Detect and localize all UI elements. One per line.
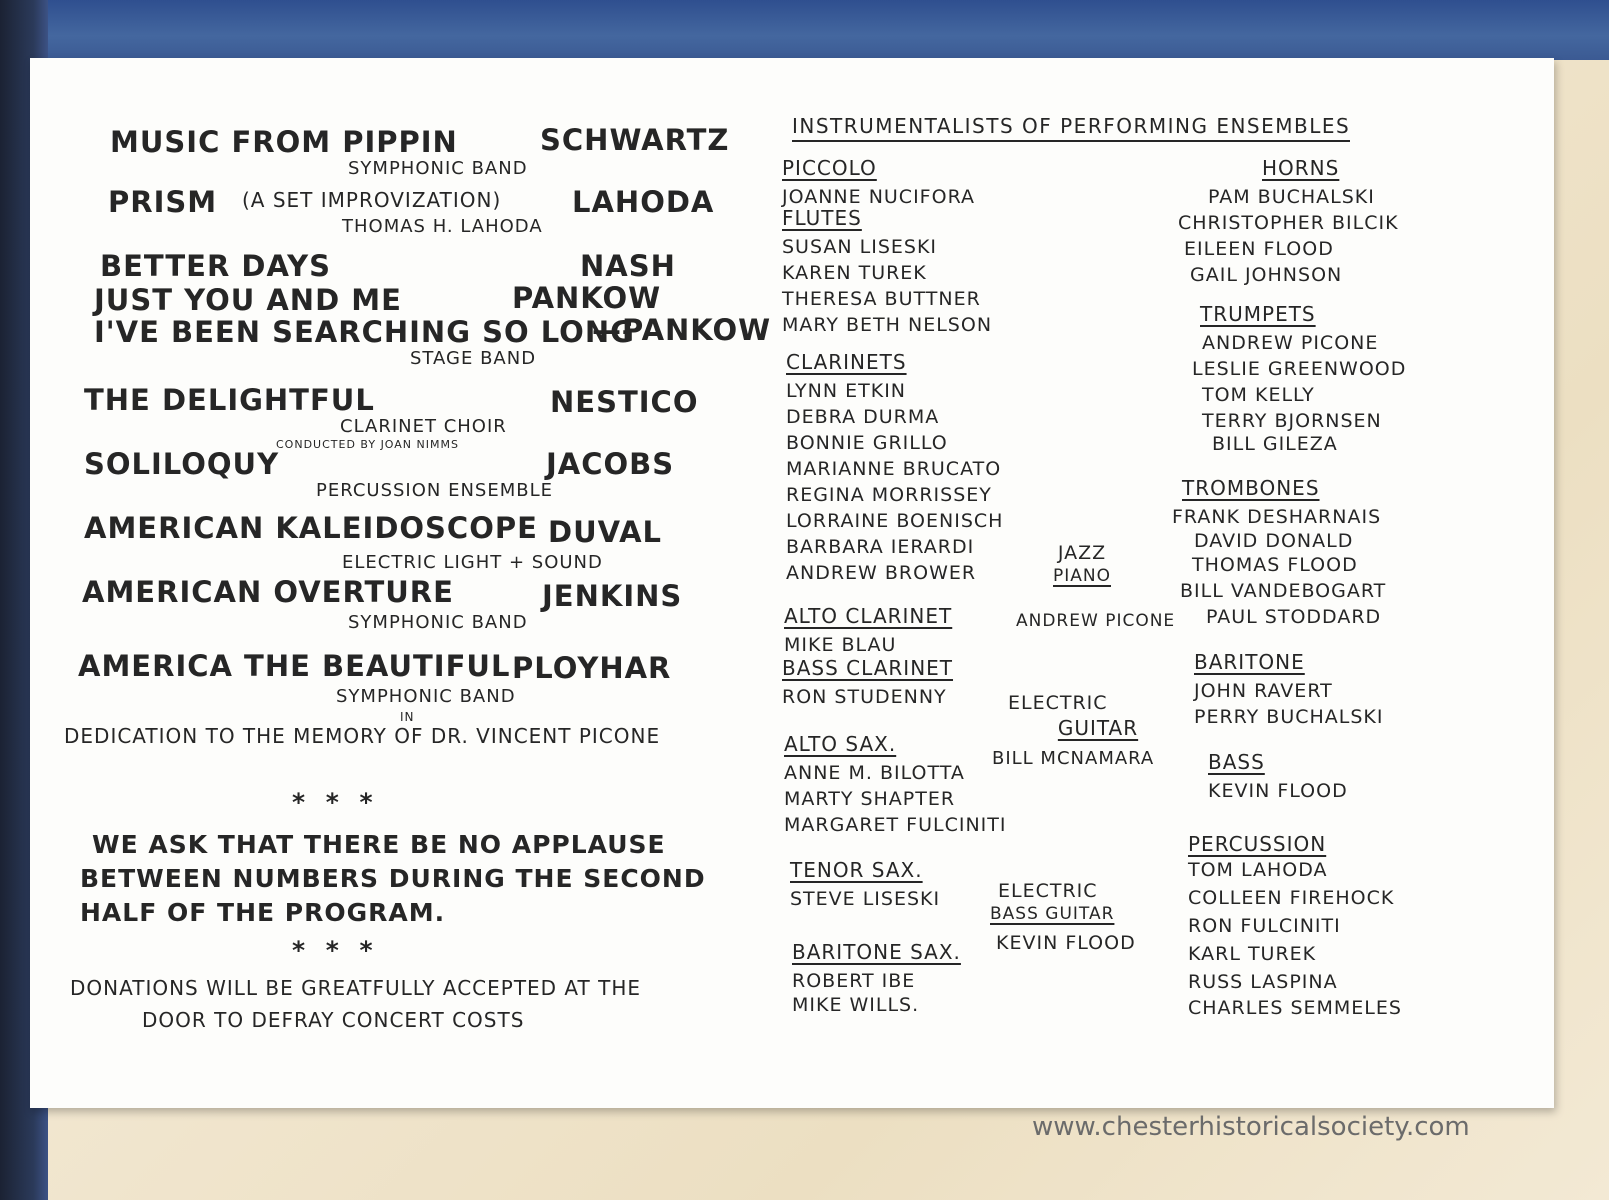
section-heading: BARITONE <box>1194 650 1305 674</box>
roster-title: INSTRUMENTALISTS OF PERFORMING ENSEMBLES <box>792 116 1350 142</box>
section-baritone <box>1194 650 1384 730</box>
applause-line: BETWEEN NUMBERS DURING THE SECOND <box>80 864 706 893</box>
musician-name: PAUL STODDARD <box>1206 606 1382 628</box>
piece-title: THE DELIGHTFUL <box>84 383 375 417</box>
musician-name: ANDREW PICONE <box>1202 332 1379 354</box>
musician-name: PERRY BUCHALSKI <box>1194 706 1384 728</box>
piece-title: AMERICA THE BEAUTIFUL <box>78 649 511 683</box>
musician-name: TERRY BJORNSEN <box>1202 410 1382 432</box>
piece-title: JUST YOU AND ME <box>94 283 402 317</box>
musician-name: MARIANNE BRUCATO <box>786 458 1002 480</box>
section-heading: ALTO CLARINET <box>784 604 953 628</box>
musician-name: TOM KELLY <box>1202 384 1315 406</box>
musician-name: MIKE WILLS. <box>792 994 920 1016</box>
section-electric-bass-guitar <box>990 878 1136 956</box>
musician-name: COLLEEN FIREHOCK <box>1188 887 1395 909</box>
piece-composer: SCHWARTZ <box>540 123 730 157</box>
musician-name: RON STUDENNY <box>782 686 947 708</box>
section-percussion <box>1188 832 1402 1020</box>
musician-name: KARL TUREK <box>1188 943 1317 965</box>
section-heading-top: ELECTRIC <box>998 880 1098 902</box>
section-bass <box>1208 750 1348 804</box>
section-heading: PERCUSSION <box>1188 832 1327 856</box>
piece-ensemble: SYMPHONIC BAND <box>336 686 516 707</box>
piece-ensemble: PERCUSSION ENSEMBLE <box>316 480 554 501</box>
dedication-line: DEDICATION TO THE MEMORY OF DR. VINCENT PICONE <box>64 724 661 748</box>
section-bass-clarinet <box>782 656 953 710</box>
donations-line: DOOR TO DEFRAY CONCERT COSTS <box>142 1008 525 1032</box>
section-heading: BASS CLARINET <box>782 656 954 680</box>
musician-name: MARTY SHAPTER <box>784 788 956 810</box>
musician-name: LORRAINE BOENISCH <box>786 510 1004 532</box>
musician-name: ANNE M. BILOTTA <box>784 762 965 784</box>
musician-name: ROBERT IBE <box>792 970 916 992</box>
section-jazz-piano <box>1022 540 1142 590</box>
musician-name: BILL GILEZA <box>1212 433 1338 455</box>
musician-name: JOHN RAVERT <box>1194 680 1333 702</box>
section-piccolo <box>782 156 975 210</box>
section-heading: FLUTES <box>782 206 862 230</box>
piece-title: BETTER DAYS <box>100 249 332 283</box>
piece-note: (A SET IMPROVIZATION) <box>242 188 502 212</box>
musician-name: REGINA MORRISSEY <box>786 484 992 506</box>
musician-name: MARY BETH NELSON <box>782 314 993 336</box>
piece-ensemble: SYMPHONIC BAND <box>348 612 528 633</box>
piece-composer: DUVAL <box>548 515 663 549</box>
section-heading-top: ELECTRIC <box>1008 692 1108 714</box>
musician-name: KAREN TUREK <box>782 262 927 284</box>
musician-name: EILEEN FLOOD <box>1184 238 1334 260</box>
piece-ensemble: ELECTRIC LIGHT + SOUND <box>342 552 603 573</box>
section-electric-guitar <box>1008 690 1158 744</box>
musician-name: RON FULCINITI <box>1188 915 1341 937</box>
musician-name: KEVIN FLOOD <box>1208 780 1348 802</box>
section-alto-clarinet <box>784 604 952 658</box>
piece-title: AMERICAN OVERTURE <box>82 575 454 609</box>
site-watermark: www.chesterhistoricalsociety.com <box>1032 1112 1470 1142</box>
section-heading: BASS GUITAR <box>990 904 1115 924</box>
section-heading: TRUMPETS <box>1200 302 1316 326</box>
piece-ensemble: THOMAS H. LAHODA <box>342 216 543 237</box>
piece-ensemble: SYMPHONIC BAND <box>348 158 528 179</box>
section-heading: TROMBONES <box>1182 476 1320 500</box>
musician-name: STEVE LISESKI <box>790 888 941 910</box>
section-clarinets <box>786 350 1003 586</box>
piece-ensemble: STAGE BAND <box>410 348 537 369</box>
musician-name: LESLIE GREENWOOD <box>1192 358 1407 380</box>
musician-name: THOMAS FLOOD <box>1192 554 1358 576</box>
musician-name: MIKE BLAU <box>784 634 897 656</box>
musician-name: BARBARA IERARDI <box>786 536 975 558</box>
musician-name: DEBRA DURMA <box>786 406 940 428</box>
musician-name: CHRISTOPHER BILCIK <box>1178 212 1399 234</box>
section-heading: ALTO SAX. <box>784 732 897 756</box>
musician-name: THERESA BUTTNER <box>782 288 981 310</box>
section-heading: GUITAR <box>1057 716 1139 740</box>
piece-composer: LAHODA <box>572 185 715 219</box>
musician-name: BONNIE GRILLO <box>786 432 948 454</box>
musician-name: FRANK DESHARNAIS <box>1172 506 1382 528</box>
musician-name: SUSAN LISESKI <box>782 236 938 258</box>
piece-composer: JACOBS <box>546 447 675 481</box>
musician-name: PAM BUCHALSKI <box>1208 186 1375 208</box>
section-flutes <box>782 206 992 338</box>
applause-line: WE ASK THAT THERE BE NO APPLAUSE <box>92 830 666 859</box>
stars-divider: * * * <box>292 788 379 817</box>
musician-name: BILL MCNAMARA <box>992 748 1155 769</box>
musician-name: DAVID DONALD <box>1194 530 1354 552</box>
donations-line: DONATIONS WILL BE GREATFULLY ACCEPTED AT THE <box>70 976 642 1000</box>
section-heading: CLARINETS <box>786 350 907 374</box>
piece-ensemble: CLARINET CHOIR <box>340 416 507 437</box>
section-heading-top: JAZZ <box>1057 542 1107 564</box>
piece-composer: PLOYHAR <box>512 651 672 685</box>
section-horns <box>1178 156 1399 288</box>
musician-name: CHARLES SEMMELES <box>1188 997 1402 1019</box>
piece-composer: PANKOW <box>512 281 662 315</box>
piece-composer: NESTICO <box>550 385 699 419</box>
section-jazz-piano-names <box>1016 608 1175 634</box>
musician-name: GAIL JOHNSON <box>1190 264 1343 286</box>
section-heading: BASS <box>1208 750 1265 774</box>
musician-name: BILL VANDEBOGART <box>1180 580 1387 602</box>
applause-line: HALF OF THE PROGRAM. <box>80 898 446 927</box>
musician-name: JOANNE NUCIFORA <box>782 186 975 208</box>
piece-composer: JENKINS <box>542 579 683 613</box>
piece-title: PRISM <box>108 185 218 219</box>
musician-name: ANDREW BROWER <box>786 562 977 584</box>
section-heading: BARITONE SAX. <box>792 940 961 964</box>
section-alto-sax <box>784 732 1006 838</box>
piece-title: SOLILOQUY <box>84 447 280 481</box>
piece-composer: NASH <box>580 249 676 283</box>
section-trumpets <box>1192 302 1406 454</box>
piece-composer: —PANKOW <box>592 313 772 347</box>
musician-name: ANDREW PICONE <box>1016 611 1176 631</box>
section-trombones <box>1172 476 1386 630</box>
musician-name: MARGARET FULCINITI <box>784 814 1007 836</box>
section-electric-guitar-names <box>992 746 1154 772</box>
piece-title: MUSIC FROM PIPPIN <box>110 125 458 159</box>
binder-cover-top <box>0 0 1609 60</box>
section-heading: HORNS <box>1262 156 1340 180</box>
program-page <box>30 58 1554 1108</box>
musician-name: TOM LAHODA <box>1188 859 1328 881</box>
piece-title: I'VE BEEN SEARCHING SO LONG <box>94 315 635 349</box>
section-baritone-sax <box>792 940 961 1016</box>
dedication-in: IN <box>400 710 415 724</box>
piece-conductor: CONDUCTED BY JOAN NIMMS <box>276 438 459 451</box>
stars-divider: * * * <box>292 936 379 965</box>
section-heading: PICCOLO <box>782 156 877 180</box>
section-heading: TENOR SAX. <box>790 858 923 882</box>
section-tenor-sax <box>790 858 940 912</box>
musician-name: RUSS LASPINA <box>1188 971 1338 993</box>
musician-name: KEVIN FLOOD <box>996 932 1136 954</box>
musician-name: LYNN ETKIN <box>786 380 907 402</box>
piece-title: AMERICAN KALEIDOSCOPE <box>84 511 538 545</box>
section-heading: PIANO <box>1053 566 1111 586</box>
